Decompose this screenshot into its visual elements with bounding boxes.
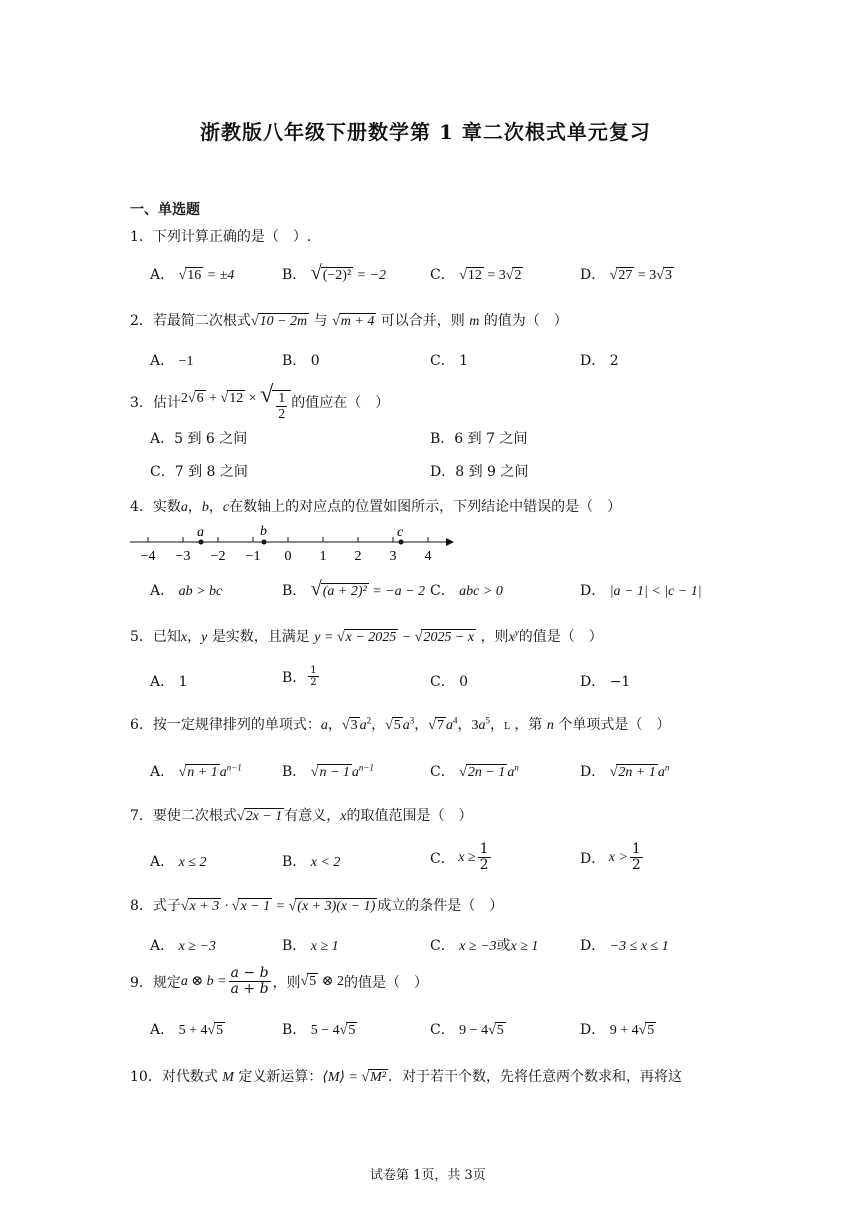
- q5-option-c: C． 0: [430, 674, 469, 690]
- question-1-stem: 1．下列计算正确的是（ ）.: [130, 229, 312, 245]
- q3-option-c: C．7 到 8 之间: [150, 464, 248, 480]
- q7-option-b: B． x < 2: [282, 854, 341, 870]
- axis-tick-label: −1: [245, 549, 261, 564]
- q5-option-a: A． 1: [150, 674, 188, 690]
- q8-option-d: D． −3 ≤ x ≤ 1: [580, 938, 669, 954]
- q3-option-b: B．6 到 7 之间: [430, 431, 528, 447]
- label-b: b: [260, 524, 267, 539]
- q5-option-d: D． −1: [580, 674, 631, 690]
- axis-tick-label: 2: [354, 549, 362, 564]
- label-a: a: [197, 525, 204, 540]
- point-a: [199, 540, 204, 545]
- q8-option-a: A． x ≥ −3: [150, 938, 216, 954]
- q2-option-b: B． 0: [282, 353, 320, 369]
- number-line: [128, 520, 458, 564]
- q5-option-b: B． $\frac{1}{2}$: [282, 665, 317, 688]
- q4-option-b: B． √(a + 2)² = −a − 2: [282, 578, 426, 600]
- axis-tick-label: −3: [175, 549, 191, 564]
- q2-option-d: D． 2: [580, 353, 619, 369]
- question-5-stem: 5．已知x，y 是实数，且满足 y = √x − 2025 − √2025 − x ，则$x^y$的值是（ ）: [130, 627, 603, 645]
- label-c: c: [397, 525, 404, 540]
- q4-option-d: D． |a − 1| < |c − 1|: [580, 583, 702, 599]
- section-heading: 一、单选题: [130, 202, 200, 218]
- q4-option-c: C． abc > 0: [430, 583, 503, 599]
- axis-tick-label: −2: [210, 549, 226, 564]
- q1-option-d: D． √27 = 3√3: [580, 267, 672, 283]
- q9-option-b: B． 5 − 4√5: [282, 1022, 356, 1038]
- question-10-stem: 10．对代数式 M 定义新运算：⟨M⟩ = √M² ．对于若干个数，先将任意两个数求和，再将这: [130, 1069, 682, 1085]
- q6-option-c: C． √2n − 1 $a^n$: [430, 762, 519, 780]
- q6-option-d: D． √2n + 1 $a^n$: [580, 762, 670, 780]
- q7-option-d: D． x > $\frac{1}{2}$: [580, 841, 641, 874]
- question-2-stem: 2．若最简二次根式√10 − 2m 与 √m + 4 可以合并，则 m 的值为（ ）: [130, 313, 568, 329]
- question-3-stem: 3．估计 2√6 + √12 × √ $\frac{1}{2}$ 的值应在（ ）: [130, 382, 390, 423]
- q8-option-c: C． x ≥ −3或x ≥ 1: [430, 938, 539, 954]
- page-title: 浙教版八年级下册数学第 1 章二次根式单元复习: [200, 120, 651, 144]
- q9-option-a: A． 5 + 4√5: [150, 1022, 224, 1038]
- q9-option-c: C． 9 − 4√5: [430, 1022, 504, 1038]
- question-4-stem: 4．实数a，b，c在数轴上的对应点的位置如图所示，下列结论中错误的是（ ）: [130, 499, 622, 515]
- q9-option-d: D． 9 + 4√5: [580, 1022, 655, 1038]
- q7-option-c: C． x ≥ $\frac{1}{2}$: [430, 841, 489, 874]
- q2-option-a: A． −1: [150, 353, 194, 369]
- q8-option-b: B． x ≥ 1: [282, 938, 339, 954]
- question-6-stem: 6．按一定规律排列的单项式：a，√3 $a^2$，√5 $a^3$，√7 $a^4$，$3a^5$，L ，第 n 个单项式是（ ）: [130, 715, 671, 733]
- q1-option-b: B． √(−2)² = −2: [282, 262, 387, 284]
- q6-option-a: A． √n + 1 $a^{n-1}$: [150, 762, 242, 780]
- page-footer: 试卷第 1页，共 3页: [370, 1168, 486, 1183]
- axis-tick-label: 0: [284, 549, 292, 564]
- q3-option-d: D．8 到 9 之间: [430, 464, 529, 480]
- q1-option-a: A． √16 = ±4: [150, 267, 235, 283]
- q3-option-a: A．5 到 6 之间: [150, 431, 248, 447]
- question-7-stem: 7．要使二次根式√2x − 1 有意义，x的取值范围是（ ）: [130, 808, 473, 824]
- q6-option-b: B． √n − 1 $a^{n-1}$: [282, 762, 374, 780]
- question-9-stem: 9．规定 a ⊗ b = $\frac{a - b}{a + b}$ ，则 √5 ⊗ 2 的值是（ ）: [130, 965, 428, 998]
- axis-tick-label: 3: [389, 549, 397, 564]
- point-b: [262, 540, 267, 545]
- q1-option-c: C． √12 = 3√2: [430, 267, 522, 283]
- axis-tick-label: 4: [424, 549, 432, 564]
- question-8-stem: 8．式子√x + 3 · √x − 1 = √(x + 3)(x − 1) 成立的条件是（ ）: [130, 898, 504, 914]
- q4-option-a: A． ab > bc: [150, 583, 223, 599]
- point-c: [399, 540, 404, 545]
- axis-tick-label: 1: [319, 549, 327, 564]
- axis-tick-label: −4: [140, 549, 156, 564]
- q7-option-a: A． x ≤ 2: [150, 854, 207, 870]
- q2-option-c: C． 1: [430, 353, 469, 369]
